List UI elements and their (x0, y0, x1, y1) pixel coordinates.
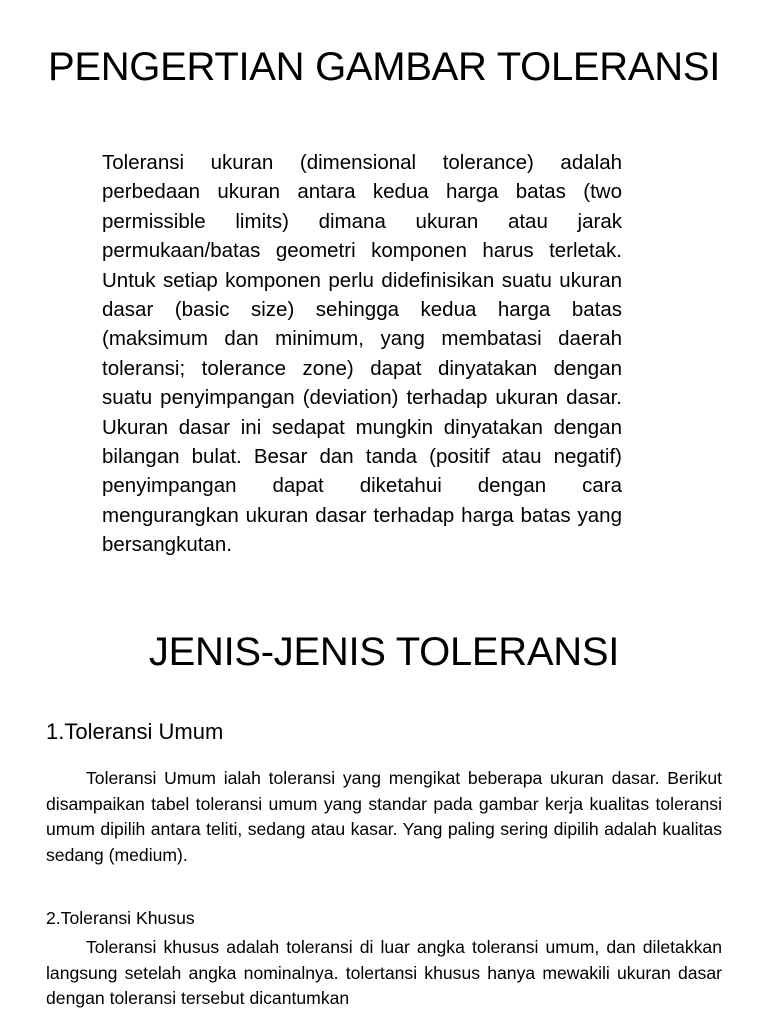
paragraph-toleransi-umum: Toleransi Umum ialah toleransi yang mengikat beberapa ukuran dasar. Berikut disampaikan tabel toleransi umum yang standar pada gambar kerja kualitas toleransi umum dipilih antara teliti, sedang atau kasar. Yang paling sering dipilih adalah kualitas sedang (medium). (46, 768, 722, 865)
page-title: PENGERTIAN GAMBAR TOLERANSI (47, 45, 721, 89)
subheading-toleransi-umum: 1.Toleransi Umum (46, 719, 224, 744)
definition-paragraph: Toleransi ukuran (dimensional tolerance) adalah perbedaan ukuran antara kedua harga batas (two permissible limits) dimana ukuran atau jarak permukaan/batas geometri komponen harus terletak. Untuk setiap komponen perlu didefinisikan suatu ukuran dasar (basic size) sehingga kedua harga batas (maksimum dan minimum, yang membatasi daerah toleransi; tolerance zone) dapat dinyatakan dengan suatu penyimpangan (deviation) terhadap ukuran dasar. Ukuran dasar ini sedapat mungkin dinyatakan dengan bilangan bulat. Besar dan tanda (positif atau negatif) penyimpangan dapat diketahui dengan cara mengurangkan ukuran dasar terhadap harga batas yang bersangkutan. (102, 151, 622, 557)
subheading-toleransi-khusus: 2.Toleransi Khusus (46, 908, 195, 928)
paragraph-toleransi-khusus: Toleransi khusus adalah toleransi di luar angka toleransi umum, dan diletakkan langsung setelah angka nominalnya. tolertansi khusus hanya mewakili ukuran dasar dengan toleransi tersebut dicantumkan (46, 937, 722, 1008)
section-title: JENIS-JENIS TOLERANSI (148, 630, 620, 674)
